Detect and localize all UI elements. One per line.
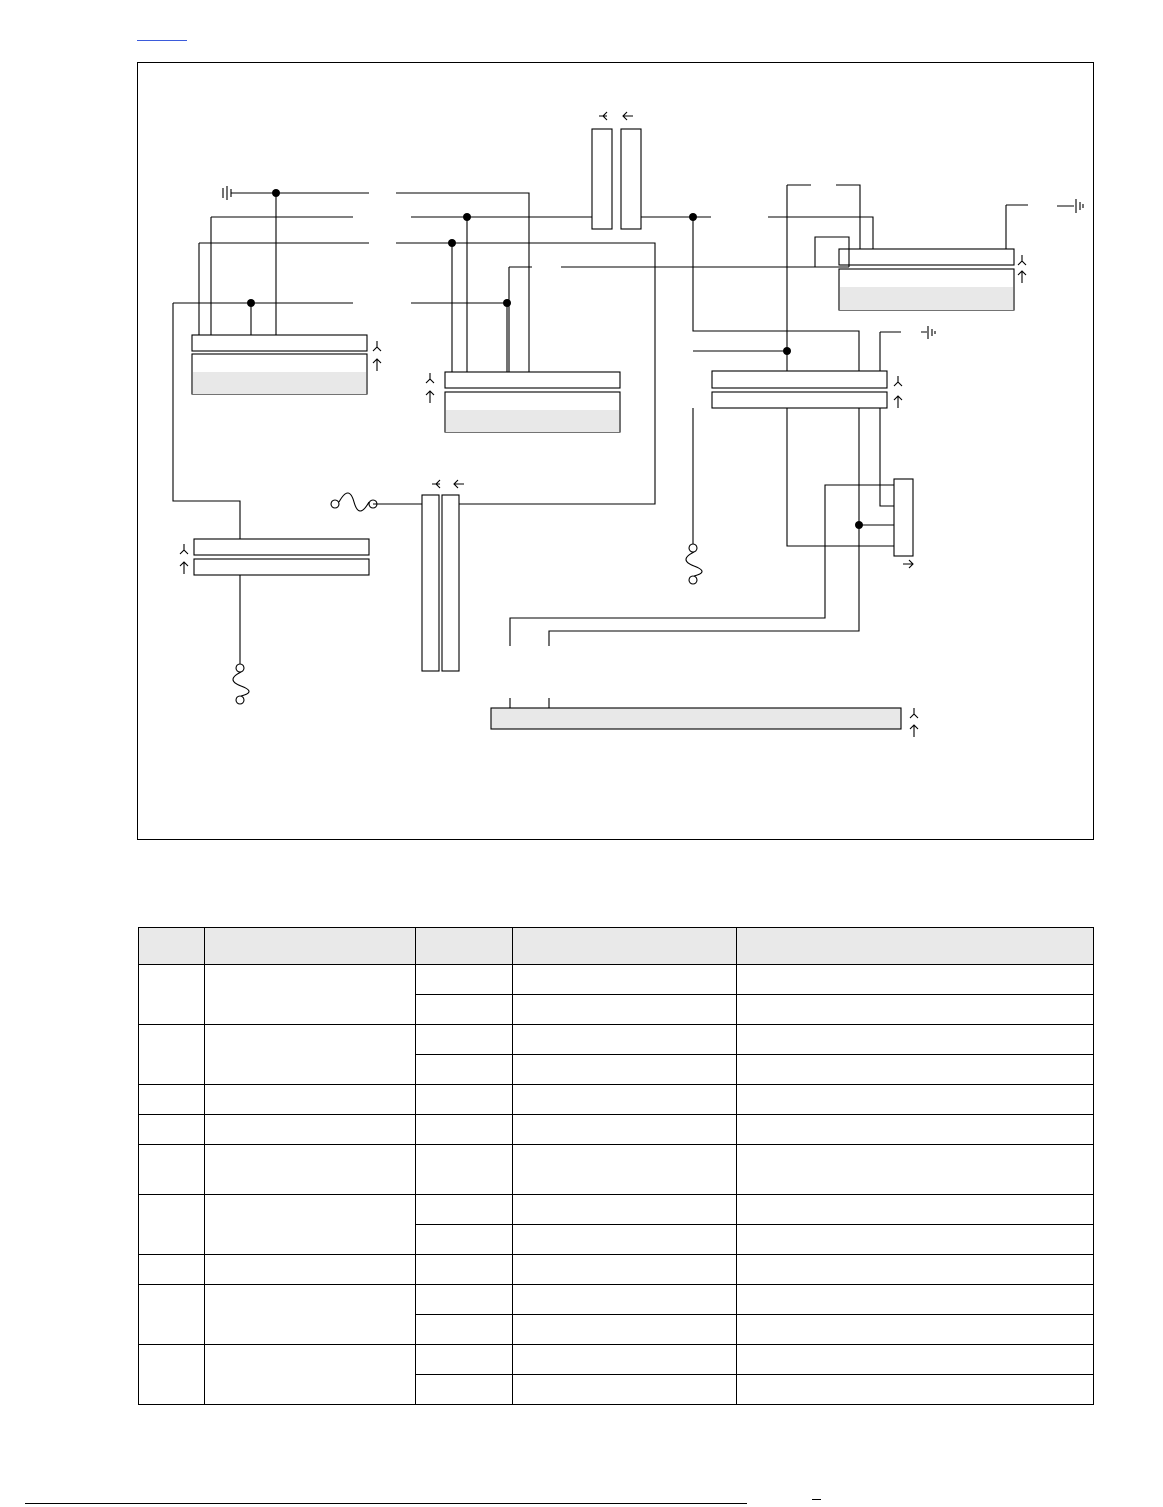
connector-symbol-b <box>426 373 434 403</box>
table-row <box>139 1025 1094 1055</box>
table-cell <box>513 1055 737 1085</box>
table-cell <box>139 1255 205 1285</box>
table-cell <box>737 1025 1094 1055</box>
component-b <box>445 372 620 432</box>
component-c <box>839 249 1014 310</box>
table-cell <box>139 1115 205 1145</box>
table-cell <box>737 1115 1094 1145</box>
connector-symbol-a <box>373 341 381 371</box>
diagram-canvas <box>138 63 1093 839</box>
connector-symbol-c <box>1018 255 1026 283</box>
table-cell <box>139 1085 205 1115</box>
component-d <box>712 371 887 408</box>
table-cell <box>513 995 737 1025</box>
table-cell <box>139 1285 205 1345</box>
table-cell <box>139 965 205 1025</box>
coil-icon-bottom-left <box>233 664 249 704</box>
table-row <box>139 1285 1094 1315</box>
table-cell <box>737 1375 1094 1405</box>
table-row <box>139 1145 1094 1195</box>
table-cell <box>513 1255 737 1285</box>
table-cell <box>513 1145 737 1195</box>
table-cell <box>205 1025 416 1085</box>
table-cell <box>513 1345 737 1375</box>
ground-icon-left <box>223 186 231 200</box>
table-cell <box>139 1145 205 1195</box>
column-header <box>139 928 205 965</box>
table-cell <box>513 1375 737 1405</box>
table-cell <box>513 965 737 995</box>
column-header <box>513 928 737 965</box>
table-cell <box>737 1285 1094 1315</box>
table-cell <box>737 965 1094 995</box>
footer-mark <box>812 1499 821 1500</box>
table-cell <box>416 1195 513 1225</box>
table-cell <box>416 1115 513 1145</box>
table-row <box>139 1085 1094 1115</box>
table-cell <box>416 1055 513 1085</box>
table-row <box>139 1255 1094 1285</box>
table-cell <box>416 1345 513 1375</box>
table-cell <box>737 1345 1094 1375</box>
table-cell <box>416 1315 513 1345</box>
terminal-block <box>894 479 913 568</box>
table-cell <box>737 1195 1094 1225</box>
table-cell <box>513 1195 737 1225</box>
table-cell <box>737 1085 1094 1115</box>
table-cell <box>416 1225 513 1255</box>
table-cell <box>416 995 513 1025</box>
table-cell <box>205 965 416 1025</box>
table-cell <box>416 1025 513 1055</box>
table-body <box>139 965 1094 1405</box>
table-row <box>139 1195 1094 1225</box>
table-cell <box>205 1115 416 1145</box>
column-header <box>737 928 1094 965</box>
table-cell <box>737 1145 1094 1195</box>
connector-symbol-d <box>894 376 902 408</box>
table-cell <box>737 1225 1094 1255</box>
table-cell <box>416 1375 513 1405</box>
component-f <box>491 708 901 729</box>
table-row <box>139 1115 1094 1145</box>
component-e <box>194 539 369 575</box>
table-cell <box>139 1025 205 1085</box>
component-a <box>192 335 367 394</box>
table-cell <box>416 1145 513 1195</box>
table-cell <box>513 1225 737 1255</box>
connector-symbol-f <box>910 708 918 737</box>
vertical-connector-top <box>592 112 641 229</box>
table-cell <box>737 995 1094 1025</box>
table-cell <box>416 965 513 995</box>
table-cell <box>737 1315 1094 1345</box>
table-cell <box>513 1025 737 1055</box>
top-link[interactable] <box>137 22 187 41</box>
table-cell <box>737 1255 1094 1285</box>
vertical-connector-middle <box>422 480 464 671</box>
table-cell <box>205 1345 416 1405</box>
coil-icon-center <box>686 544 702 584</box>
table-cell <box>737 1055 1094 1085</box>
table-cell <box>205 1145 416 1195</box>
table-cell <box>205 1285 416 1345</box>
table-cell <box>513 1115 737 1145</box>
table-cell <box>205 1255 416 1285</box>
table-cell <box>513 1285 737 1315</box>
table-cell <box>513 1315 737 1345</box>
table-cell <box>416 1285 513 1315</box>
column-header <box>416 928 513 965</box>
wiring-diagram <box>137 62 1094 840</box>
table-row <box>139 965 1094 995</box>
coil-icon-left <box>331 493 377 511</box>
table-cell <box>416 1085 513 1115</box>
column-header <box>205 928 416 965</box>
data-table <box>138 927 1094 1405</box>
table-row <box>139 1345 1094 1375</box>
table-cell <box>205 1085 416 1115</box>
ground-icon-middle <box>921 326 935 339</box>
table-cell <box>205 1195 416 1255</box>
footer-rule <box>25 1503 747 1504</box>
connector-symbol-e <box>180 544 188 574</box>
ground-icon-right <box>1057 199 1083 213</box>
table-cell <box>139 1195 205 1255</box>
table-header-row <box>139 928 1094 965</box>
table-cell <box>139 1345 205 1405</box>
table-cell <box>416 1255 513 1285</box>
table-cell <box>513 1085 737 1115</box>
